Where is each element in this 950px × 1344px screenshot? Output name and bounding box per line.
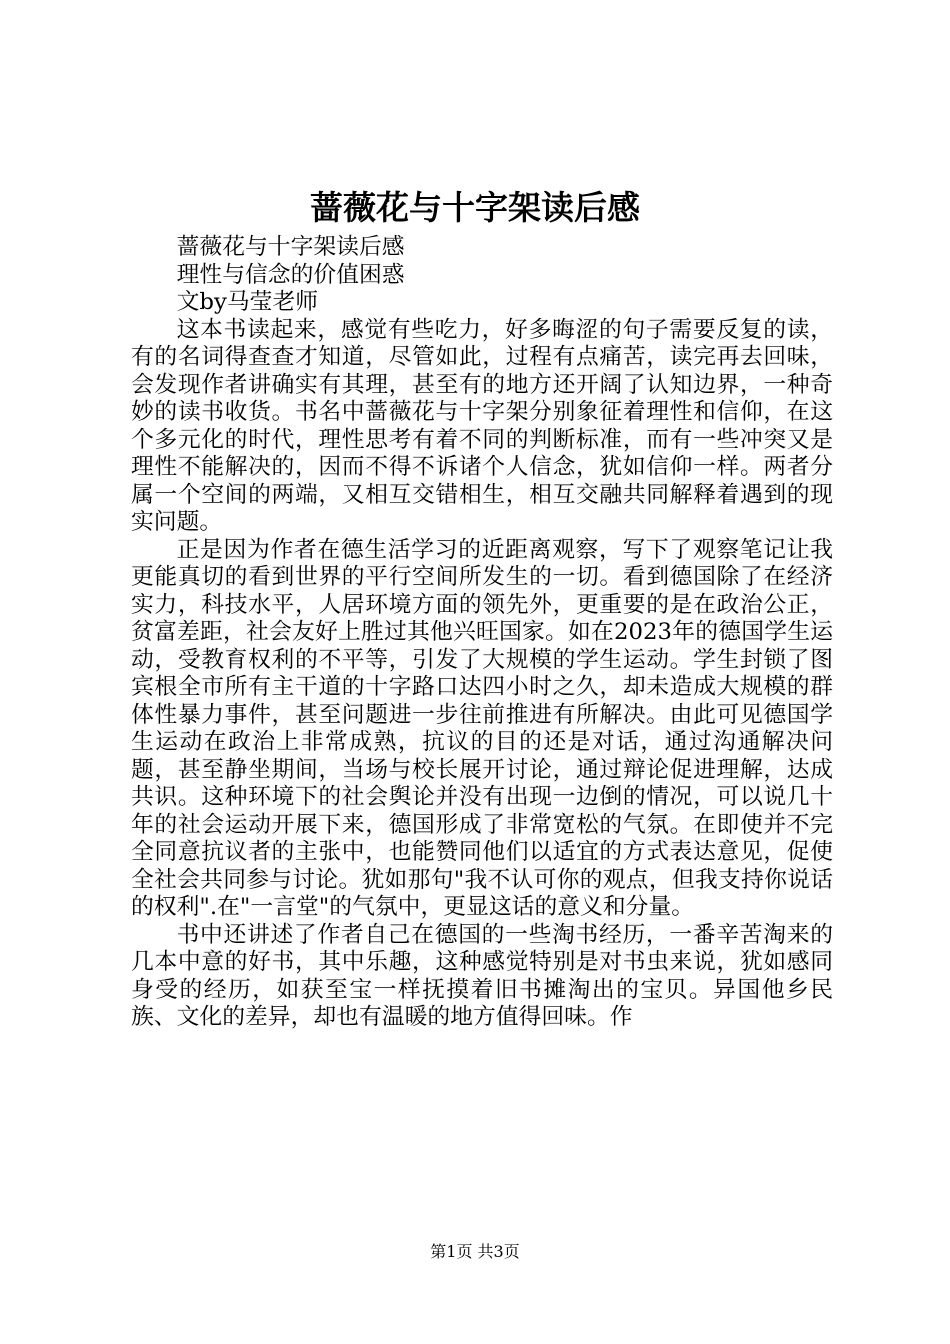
- paragraph: 正是因为作者在德生活学习的近距离观察，写下了观察笔记让我更能真切的看到世界的平行空间所发生的一切。看到德国除了在经济实力，科技水平，人居环境方面的领先外，更重要的是在政治公正，贫富差距，社会友好上胜过其他兴旺国家。如在2023年的德国学生运动，受教育权利的不平等，引发了大规模的学生运动。学生封锁了图宾根全市所有主干道的十字路口达四小时之久，却未造成大规模的群体性暴力事件，甚至问题进一步往前推进有所解决。由此可见德国学生运动在政治上非常成熟，抗议的目的还是对话，通过沟通解决问题，甚至静坐期间，当场与校长展开讨论，通过辩论促进理解，达成共识。这种环境下的社会舆论并没有出现一边倒的情况，可以说几十年的社会运动开展下来，德国形成了非常宽松的气氛。在即使并不完全同意抗议者的主张中，也能赞同他们以适宜的方式表达意见，促使全社会共同参与讨论。犹如那句"我不认可你的观点，但我支持你说话的权利".在"一言堂"的气氛中，更显这话的意义和分量。: [131, 536, 833, 920]
- page-footer: 第1页 共3页: [430, 1242, 520, 1261]
- paragraph: 这本书读起来，感觉有些吃力，好多晦涩的句子需要反复的读，有的名词得查查才知道，尽管如此，过程有点痛苦，读完再去回味，会发现作者讲确实有其理，甚至有的地方还开阔了认知边界，一种奇妙的读书收货。书名中蔷薇花与十字架分别象征着理性和信仰，在这个多元化的时代，理性思考有着不同的判断标准，而有一些冲突又是理性不能解决的，因而不得不诉诸个人信念，犹如信仰一样。两者分属一个空间的两端，又相互交错相生，相互交融共同解释着遇到的现实问题。: [131, 316, 833, 535]
- document-title: 蔷薇花与十字架读后感: [310, 188, 640, 227]
- header-line-author: 文by马莹老师: [176, 289, 319, 315]
- header-line-subtitle: 理性与信念的价值困惑: [176, 261, 405, 288]
- header-line-title: 蔷薇花与十字架读后感: [176, 234, 405, 260]
- paragraph: 书中还讲述了作者自己在德国的一些淘书经历，一番辛苦淘来的几本中意的好书，其中乐趣，这种感觉特别是对书虫来说，犹如感同身受的经历，如获至宝一样抚摸着旧书摊淘出的宝贝。异国他乡民族、文化的差异，却也有温暖的地方值得回味。作: [131, 921, 833, 1030]
- document-body: [131, 234, 833, 1032]
